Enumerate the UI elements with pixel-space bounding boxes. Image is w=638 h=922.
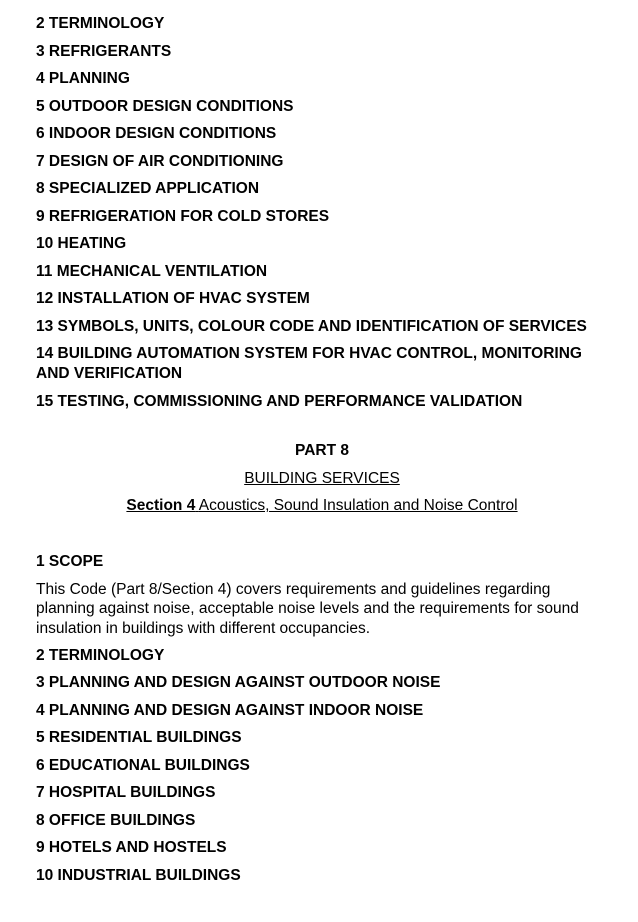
list-item: 9 REFRIGERATION FOR COLD STORES: [36, 207, 330, 225]
list-item: 10 HEATING: [36, 235, 127, 252]
scope-paragraph: This Code (Part 8/Section 4) covers requirements and guidelines regarding planning against noise, acceptable noise levels and the requirements for sound insulation in buildings with different occupancies.: [36, 580, 579, 637]
list-item: 2 TERMINOLOGY: [36, 15, 165, 32]
list-item: 4 PLANNING: [36, 70, 130, 87]
list-item: 8 OFFICE BUILDINGS: [36, 811, 196, 829]
acoustics-contents-list: [36, 646, 616, 886]
list-item: 3 REFRIGERANTS: [36, 42, 172, 60]
section-title: Acoustics, Sound Insulation and Noise Control: [198, 497, 518, 514]
list-item: 11 MECHANICAL VENTILATION: [36, 262, 268, 280]
list-item: 3 PLANNING AND DESIGN AGAINST OUTDOOR NOISE: [36, 674, 441, 691]
section-heading: [36, 496, 608, 516]
section-label: Section 4: [126, 497, 196, 514]
hvac-contents-list: [36, 14, 616, 412]
list-item: 14 BUILDING AUTOMATION SYSTEM FOR HVAC CONTROL, MONITORING AND VERIFICATION: [36, 345, 582, 382]
list-item: 6 EDUCATIONAL BUILDINGS: [36, 756, 250, 774]
list-item: 4 PLANNING AND DESIGN AGAINST INDOOR NOISE: [36, 701, 424, 719]
list-item: 7 HOSPITAL BUILDINGS: [36, 784, 216, 801]
list-item: 5 OUTDOOR DESIGN CONDITIONS: [36, 97, 294, 115]
building-services-heading: BUILDING SERVICES: [244, 469, 400, 487]
list-item: 6 INDOOR DESIGN CONDITIONS: [36, 125, 277, 142]
list-item: 13 SYMBOLS, UNITS, COLOUR CODE AND IDENTIFICATION OF SERVICES: [36, 317, 587, 335]
list-item: 10 INDUSTRIAL BUILDINGS: [36, 866, 241, 884]
document-page: [36, 14, 616, 893]
list-item: 15 TESTING, COMMISSIONING AND PERFORMANCE VALIDATION: [36, 392, 523, 410]
part-heading: PART 8: [295, 442, 349, 459]
list-item: 5 RESIDENTIAL BUILDINGS: [36, 729, 242, 746]
list-item: 12 INSTALLATION OF HVAC SYSTEM: [36, 290, 310, 307]
list-item: 9 HOTELS AND HOSTELS: [36, 839, 227, 856]
list-item: 7 DESIGN OF AIR CONDITIONING: [36, 152, 284, 170]
list-item: 2 TERMINOLOGY: [36, 646, 165, 664]
scope-heading: 1 SCOPE: [36, 553, 104, 570]
list-item: 8 SPECIALIZED APPLICATION: [36, 180, 260, 197]
